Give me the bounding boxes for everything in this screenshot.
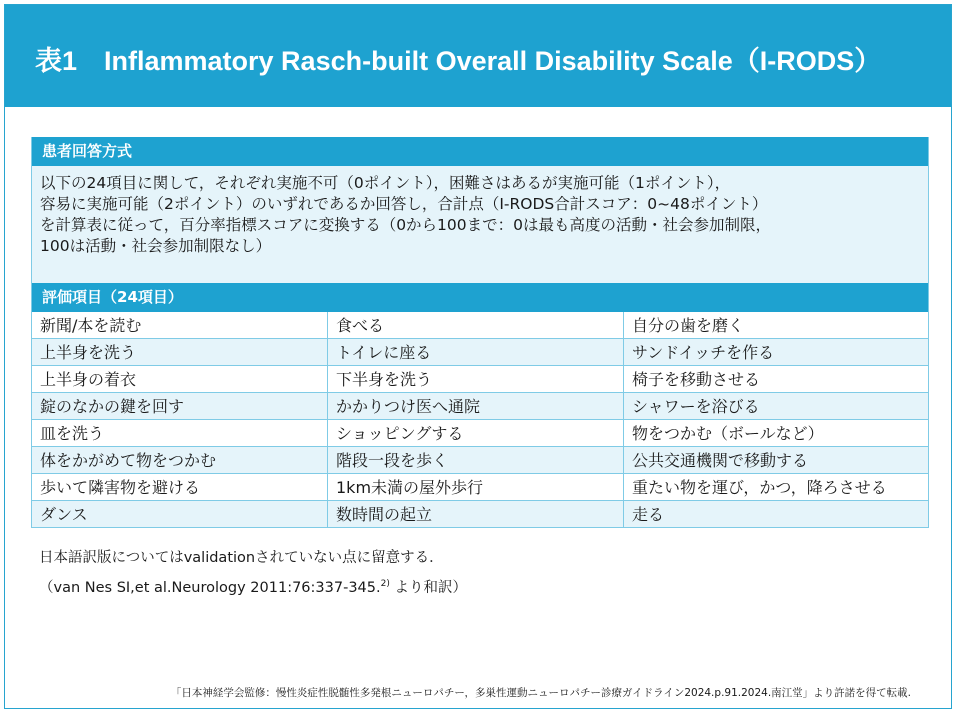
notes [39,545,467,601]
item-cell: 新聞/本を読む [32,312,328,339]
table-row [32,312,928,339]
item-cell: 公共交通機関で移動する [624,447,928,474]
item-cell: 重たい物を運び，かつ，降ろさせる [624,474,928,501]
irods-table [31,137,929,528]
method-line: を計算表に従って，百分率指標スコアに変換する（0から100まで：0は最も高度の活動・社会参加制限， [40,216,772,234]
item-cell: 錠のなかの鍵を回す [32,393,328,420]
item-cell: シャワーを浴びる [624,393,928,420]
table-row [32,501,928,528]
item-cell: 歩いて隣害物を避ける [32,474,328,501]
item-cell: サンドイッチを作る [624,339,928,366]
method-heading: 患者回答方式 [32,137,928,166]
items-heading: 評価項目（24項目） [32,283,928,312]
source-credit: 「日本神経学会監修：慢性炎症性脱髄性多発根ニューロパチー，多巣性運動ニューロパチー診療ガイドライン2024.p.91.2024.南江堂」より許諾を得て転載. [170,687,911,699]
item-cell: かかりつけ医へ通院 [328,393,624,420]
method-line: 100は活動・社会参加制限なし） [40,237,272,255]
table-row [32,447,928,474]
item-cell: ダンス [32,501,328,528]
item-cell: 体をかがめて物をつかむ [32,447,328,474]
validation-note: 日本語訳版についてはvalidationされていない点に留意する． [39,550,444,566]
item-cell: 皿を洗う [32,420,328,447]
slide-title: 表1 Inflammatory Rasch-built Overall Disability Scale（I-RODS） [35,46,882,76]
table-row [32,420,928,447]
citation-text: （van Nes SI,et al.Neurology 2011:76:337-345. [39,580,381,596]
table-row [32,366,928,393]
item-cell: 数時間の起立 [328,501,624,528]
item-cell: 椅子を移動させる [624,366,928,393]
item-cell: トイレに座る [328,339,624,366]
table-row [32,339,928,366]
slide-frame [4,4,952,709]
item-cell: 1km未満の屋外歩行 [328,474,624,501]
table-row [32,393,928,420]
items-grid [32,312,928,528]
item-cell: 階段一段を歩く [328,447,624,474]
item-cell: 食べる [328,312,624,339]
item-cell: ショッピングする [328,420,624,447]
citation-suffix: より和訳） [394,580,467,596]
citation [39,571,467,601]
method-description [32,166,928,283]
item-cell: 下半身を洗う [328,366,624,393]
item-cell: 上半身の着衣 [32,366,328,393]
table-row [32,474,928,501]
citation-ref: 2) [380,579,390,589]
item-cell: 上半身を洗う [32,339,328,366]
item-cell: 物をつかむ（ボールなど） [624,420,928,447]
item-cell: 自分の歯を磨く [624,312,928,339]
method-line: 容易に実施可能（2ポイント）のいずれであるか回答し，合計点（I-RODS合計スコア：0~48ポイント） [40,195,768,213]
item-cell: 走る [624,501,928,528]
method-line: 以下の24項目に関して，それぞれ実施不可（0ポイント），困難さはあるが実施可能（1ポイント）， [40,174,731,192]
title-banner [5,5,951,107]
